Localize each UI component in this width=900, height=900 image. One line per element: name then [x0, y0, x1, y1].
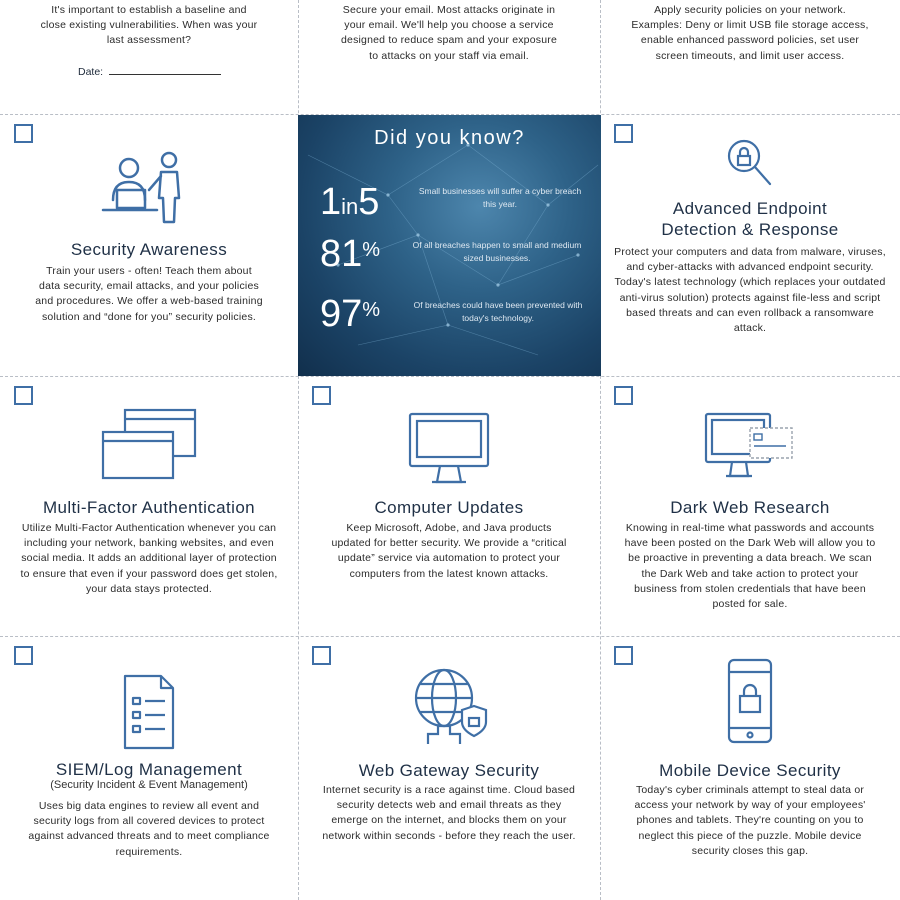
siem-text: Uses big data engines to review all event and security logs from all covered devices to protect against advanced threats and to meet compliance requirements.: [28, 800, 270, 858]
email-security-text: Secure your email. Most attacks originate in your email. We'll help you choose a service designed to reduce spam and your exposure to attacks on your staff via email.: [340, 4, 557, 62]
siem-cell: [0, 636, 298, 900]
mfa-text: Utilize Multi-Factor Authentication whenever you can including your network, banking websites, and even social media. It adds an additional layer of protection to ensure that even if your password does get stolen, your data stays protected.: [20, 522, 278, 595]
security-awareness-title: Security Awareness: [70, 240, 228, 259]
mobile-checkbox[interactable]: [614, 646, 633, 665]
stat-1-value: 1in5: [320, 181, 380, 223]
endpoint-cell: [600, 114, 900, 376]
magnifier-lock-icon: [720, 132, 780, 192]
stat-3-value: 97%: [320, 293, 381, 335]
darkweb-checkbox[interactable]: [614, 386, 633, 405]
webgateway-title: Web Gateway Security: [358, 761, 540, 780]
assessment-cell: [0, 0, 298, 114]
darkweb-text: Knowing in real-time what passwords and accounts have been posted on the Dark Web will allow you to be proactive in preventing a data breach. We scan the Dark Web and take action to protect your business from stolen credentials that have been posted for sale.: [624, 522, 876, 611]
stat-2-value: 81%: [320, 233, 381, 275]
globe-gateway-icon: [404, 664, 494, 748]
siem-title: SIEM/Log Management: [55, 760, 243, 779]
endpoint-title-line2: Detection & Response: [661, 220, 839, 239]
stat-3-text: Of breaches could have been prevented with today's technology.: [413, 300, 583, 323]
mobile-text: Today's cyber criminals attempt to steal data or access your network by way of your employees' phones and tablets. They're counting on you to neglect this piece of the puzzle. Mobile device security closes this gap.: [634, 784, 866, 857]
updates-checkbox[interactable]: [312, 386, 331, 405]
darkweb-cell: [600, 376, 900, 636]
date-field[interactable]: [78, 64, 221, 78]
security-awareness-checkbox[interactable]: [14, 124, 33, 143]
phone-lock-icon: [725, 658, 775, 744]
updates-cell: [298, 376, 600, 636]
security-awareness-text: Train your users - often! Teach them about data security, email attacks, and your policies and procedures. We offer a web-based training solution and “done for you” security policies.: [35, 265, 263, 323]
monitor-scan-icon: [700, 410, 800, 490]
endpoint-checkbox[interactable]: [614, 124, 633, 143]
mobile-title: Mobile Device Security: [659, 761, 841, 780]
webgateway-checkbox[interactable]: [312, 646, 331, 665]
webgateway-text: Internet security is a race against time. Cloud based security detects web and email threats as they emerge on the internet, and blocks them on your network within seconds - before they reach the user.: [322, 784, 576, 842]
mfa-cell: [0, 376, 298, 636]
browser-windows-icon: [99, 406, 199, 488]
stat-2-text: Of all breaches happen to small and medium sized businesses.: [412, 240, 582, 263]
security-awareness-cell: [0, 114, 298, 376]
webgateway-cell: [298, 636, 600, 900]
checklist-document-icon: [119, 672, 179, 752]
endpoint-title-line1: Advanced Endpoint: [672, 199, 828, 218]
siem-checkbox[interactable]: [14, 646, 33, 665]
policies-text: Apply security policies on your network. Examples: Deny or limit USB file storage access, enable enhanced password policies, set user screen timeouts, and limit user access.: [631, 4, 869, 62]
date-line[interactable]: [109, 64, 221, 75]
updates-text: Keep Microsoft, Adobe, and Java products updated for better security. We provide a “critical update” service via automation to protect your computers from the latest known attacks.: [331, 522, 567, 580]
assessment-text: It's important to establish a baseline and close existing vulnerabilities. When was your last assessment?: [40, 4, 258, 47]
mobile-cell: [600, 636, 900, 900]
darkweb-title: Dark Web Research: [670, 498, 830, 517]
policies-cell: [600, 0, 900, 114]
siem-subtitle: (Security Incident & Event Management): [50, 779, 248, 791]
date-label: Date:: [78, 66, 104, 78]
training-presenter-icon: [99, 150, 199, 230]
stat-1-text: Small businesses will suffer a cyber breach this year.: [418, 186, 582, 209]
did-you-know-title: Did you know?: [374, 127, 525, 149]
mfa-title: Multi-Factor Authentication: [42, 498, 256, 517]
desktop-monitor-icon: [404, 410, 494, 490]
did-you-know-panel: [298, 115, 601, 376]
mfa-checkbox[interactable]: [14, 386, 33, 405]
updates-title: Computer Updates: [374, 498, 524, 517]
endpoint-text: Protect your computers and data from malware, viruses, and cyber-attacks with advanced endpoint security. Today's latest technology (which replaces your outdated anti-virus solution) protects against file-less and script based threats and can even rollback a ransomware attack.: [614, 246, 886, 335]
email-security-cell: [298, 0, 600, 114]
